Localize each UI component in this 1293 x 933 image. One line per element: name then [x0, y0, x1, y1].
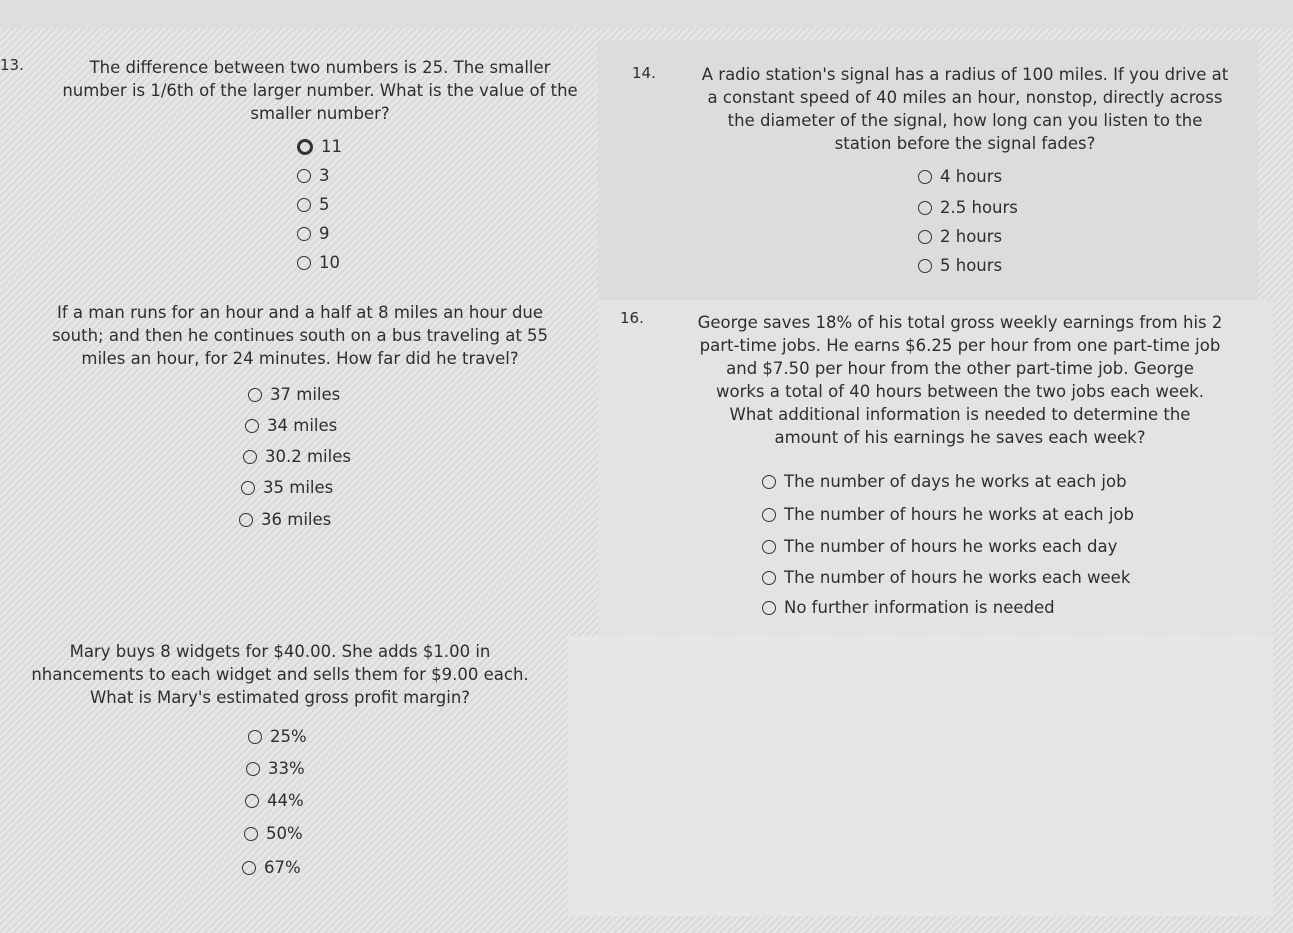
option-label: 36 miles — [261, 510, 332, 529]
radio-icon[interactable] — [918, 230, 932, 244]
question-line: A radio station's signal has a radius of 100 miles. If you drive at — [701, 65, 1229, 84]
question-line: part-time jobs. He earns $6.25 per hour from one part-time job — [699, 336, 1221, 355]
question-line: a constant speed of 40 miles an hour, nonstop, directly across — [707, 88, 1223, 107]
radio-icon[interactable] — [246, 762, 260, 776]
radio-icon[interactable] — [762, 571, 776, 585]
radio-icon[interactable] — [762, 508, 776, 522]
option-44-percent[interactable] — [245, 791, 304, 810]
option-30-2-miles[interactable] — [243, 447, 351, 466]
radio-icon[interactable] — [297, 256, 311, 270]
question-line: the diameter of the signal, how long can you listen to the — [727, 111, 1203, 130]
radio-icon[interactable] — [244, 827, 258, 841]
question-text — [0, 301, 600, 370]
option-label: The number of hours he works at each job — [784, 505, 1134, 524]
option-label: 35 miles — [263, 478, 334, 497]
radio-icon[interactable] — [762, 540, 776, 554]
option-label: 2.5 hours — [940, 198, 1018, 217]
option-50-percent[interactable] — [244, 824, 303, 843]
option-10[interactable] — [297, 253, 340, 272]
radio-icon[interactable] — [245, 794, 259, 808]
option-25-percent[interactable] — [248, 727, 307, 746]
question-number: 16. — [620, 309, 644, 327]
option-label: 50% — [266, 824, 303, 843]
option-label: 25% — [270, 727, 307, 746]
radio-icon[interactable] — [297, 169, 311, 183]
option-label: 37 miles — [270, 385, 341, 404]
radio-icon[interactable] — [297, 227, 311, 241]
question-line: If a man runs for an hour and a half at 8 miles an hour due — [56, 303, 544, 322]
question-line: amount of his earnings he saves each week? — [774, 428, 1146, 447]
radio-icon[interactable] — [918, 201, 932, 215]
option-5[interactable] — [297, 195, 330, 214]
question-text — [650, 63, 1280, 155]
option-label: 11 — [321, 137, 342, 156]
option-34-miles[interactable] — [245, 416, 337, 435]
question-line: miles an hour, for 24 minutes. How far did he travel? — [81, 349, 519, 368]
option-hours-each-day[interactable] — [762, 537, 1117, 556]
radio-icon[interactable] — [297, 198, 311, 212]
question-text — [640, 311, 1280, 449]
question-line: station before the signal fades? — [834, 134, 1096, 153]
question-line: works a total of 40 hours between the two jobs each week. — [716, 382, 1204, 401]
radio-icon[interactable] — [297, 139, 313, 155]
question-number: 13. — [0, 56, 24, 74]
radio-icon[interactable] — [918, 259, 932, 273]
option-11[interactable] — [297, 137, 342, 156]
option-label: 5 — [319, 195, 330, 214]
option-label: 4 hours — [940, 167, 1003, 186]
question-line: What additional information is needed to determine the — [729, 405, 1191, 424]
option-37-miles[interactable] — [248, 385, 340, 404]
radio-icon[interactable] — [243, 450, 257, 464]
radio-icon[interactable] — [242, 861, 256, 875]
top-strip — [0, 0, 1293, 28]
option-no-further-info[interactable] — [762, 598, 1055, 617]
option-35-miles[interactable] — [241, 478, 333, 497]
question-line: smaller number? — [250, 104, 390, 123]
question-text — [0, 56, 640, 125]
radio-icon[interactable] — [239, 513, 253, 527]
option-label: The number of hours he works each week — [784, 568, 1131, 587]
question-line: George saves 18% of his total gross weekly earnings from his 2 — [697, 313, 1223, 332]
option-5-hours[interactable] — [918, 256, 1002, 275]
radio-icon[interactable] — [762, 601, 776, 615]
option-label: 10 — [319, 253, 340, 272]
question-17-panel — [568, 636, 1273, 916]
option-4-hours[interactable] — [918, 167, 1002, 186]
option-label: 44% — [267, 791, 304, 810]
option-label: No further information is needed — [784, 598, 1055, 617]
option-label: 33% — [268, 759, 305, 778]
option-67-percent[interactable] — [242, 858, 301, 877]
radio-icon[interactable] — [241, 481, 255, 495]
option-3[interactable] — [297, 166, 330, 185]
option-label: 3 — [319, 166, 330, 185]
radio-icon[interactable] — [248, 730, 262, 744]
question-line: Mary buys 8 widgets for $40.00. She adds $1.00 in — [69, 642, 491, 661]
option-label: The number of hours he works each day — [784, 537, 1118, 556]
option-hours-each-job[interactable] — [762, 505, 1134, 524]
option-label: 2 hours — [940, 227, 1003, 246]
radio-icon[interactable] — [918, 170, 932, 184]
option-label: 9 — [319, 224, 330, 243]
question-line: nhancements to each widget and sells them for $9.00 each. — [31, 665, 529, 684]
option-hours-each-week[interactable] — [762, 568, 1130, 587]
radio-icon[interactable] — [245, 419, 259, 433]
option-label: The number of days he works at each job — [784, 472, 1127, 491]
question-line: number is 1/6th of the larger number. What is the value of the — [62, 81, 578, 100]
option-2-hours[interactable] — [918, 227, 1002, 246]
option-label: 34 miles — [267, 416, 338, 435]
option-2-5-hours[interactable] — [918, 198, 1018, 217]
question-line: and $7.50 per hour from the other part-time job. George — [726, 359, 1194, 378]
option-36-miles[interactable] — [239, 510, 331, 529]
question-line: south; and then he continues south on a bus traveling at 55 — [51, 326, 549, 345]
option-days-each-job[interactable] — [762, 472, 1127, 491]
option-label: 67% — [264, 858, 301, 877]
radio-icon[interactable] — [762, 475, 776, 489]
option-9[interactable] — [297, 224, 330, 243]
question-line: The difference between two numbers is 25. The smaller — [89, 58, 551, 77]
question-number: 14. — [632, 64, 656, 82]
question-line: What is Mary's estimated gross profit margin? — [89, 688, 471, 707]
option-label: 5 hours — [940, 256, 1003, 275]
option-33-percent[interactable] — [246, 759, 305, 778]
radio-icon[interactable] — [248, 388, 262, 402]
option-label: 30.2 miles — [265, 447, 351, 466]
question-text — [0, 640, 560, 709]
